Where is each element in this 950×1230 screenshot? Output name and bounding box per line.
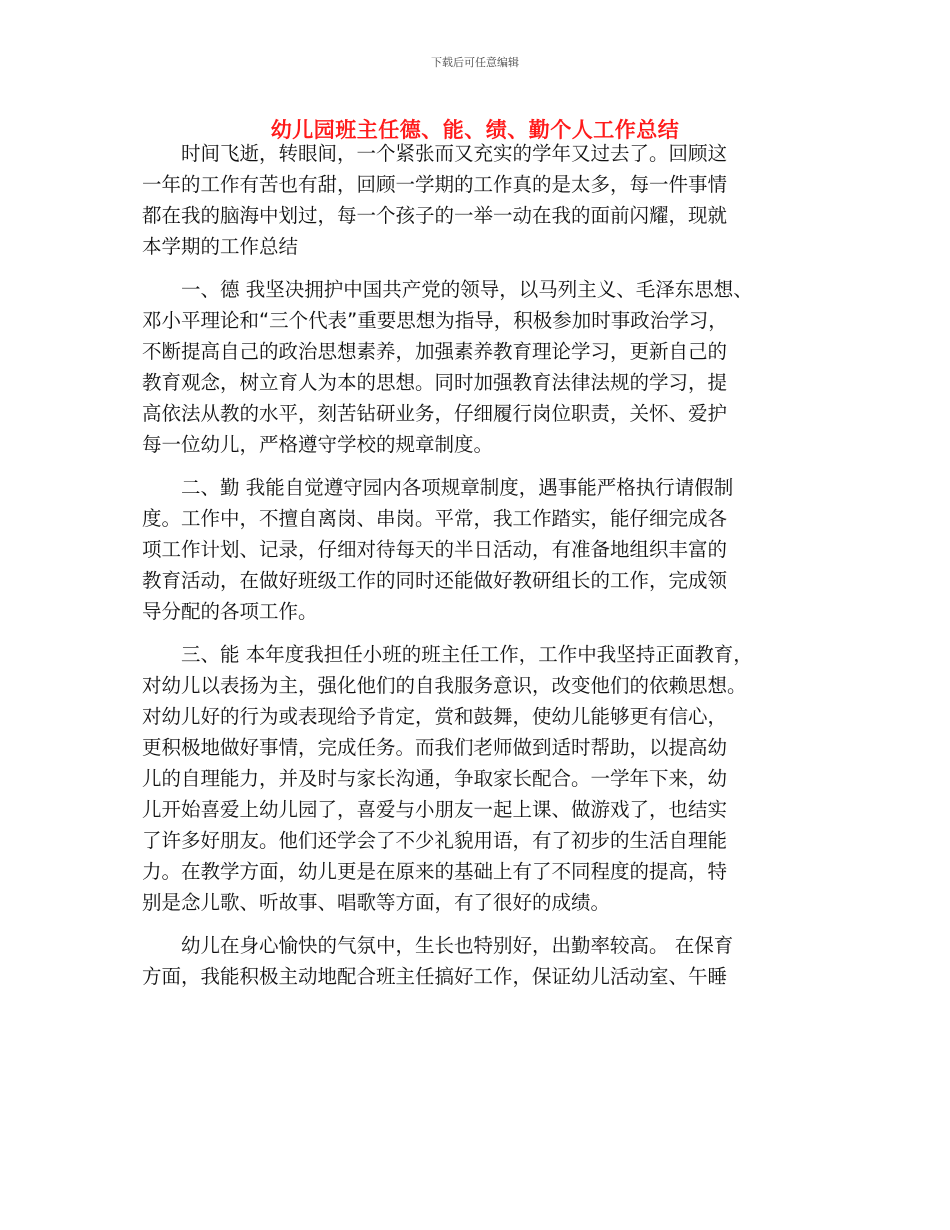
text-line: 力。在教学方面，幼儿更是在原来的基础上有了不同程度的提高，特 (142, 860, 728, 883)
paragraph-diligence (142, 472, 822, 627)
text-line: 不断提高自己的政治思想素养，加强素养教育理论学习，更新自己的 (142, 340, 728, 363)
text-line: 高依法从教的水平，刻苦钻研业务，仔细履行岗位职责，关怀、爱护 (142, 402, 728, 425)
paragraph-virtue (142, 274, 822, 460)
text-line: 项工作计划、记录，仔细对待每天的半日活动，有准备地组织丰富的 (142, 538, 728, 561)
document-body (142, 138, 822, 992)
text-line: 每一位幼儿，严格遵守学校的规章制度。 (142, 433, 494, 456)
text-line: 导分配的各项工作。 (142, 600, 318, 623)
text-line: 一、德 我坚决拥护中国共产党的领导，以马列主义、毛泽东思想、 (142, 278, 753, 301)
paragraph-intro (142, 138, 822, 262)
text-line: 儿的自理能力，并及时与家长沟通，争取家长配合。一学年下来，幼 (142, 767, 728, 790)
text-line: 邓小平理论和“三个代表”重要思想为指导，积极参加时事政治学习， (142, 309, 728, 332)
text-line: 别是念儿歌、听故事、唱歌等方面，有了很好的成绩。 (142, 891, 611, 914)
text-line: 方面，我能积极主动地配合班主任搞好工作，保证幼儿活动室、午睡 (142, 965, 728, 988)
text-line: 对幼儿好的行为或表现给予肯定，赏和鼓舞，使幼儿能够更有信心， (142, 705, 728, 728)
text-line: 度。工作中，不擅自离岗、串岗。平常，我工作踏实，能仔细完成各 (142, 507, 728, 530)
text-line: 幼儿在身心愉快的气氛中，生长也特别好，出勤率较高。 在保育 (142, 934, 734, 957)
paragraph-health (142, 930, 822, 992)
text-line: 二、勤 我能自觉遵守园内各项规章制度，遇事能严格执行请假制 (142, 476, 734, 499)
text-line: 三、能 本年度我担任小班的班主任工作，工作中我坚持正面教育， (142, 643, 753, 666)
text-line: 都在我的脑海中划过，每一个孩子的一举一动在我的面前闪耀，现就 (142, 204, 728, 227)
text-line: 了许多好朋友。他们还学会了不少礼貌用语，有了初步的生活自理能 (142, 829, 728, 852)
text-line: 更积极地做好事情，完成任务。而我们老师做到适时帮助，以提高幼 (142, 736, 728, 759)
text-line: 本学期的工作总结 (142, 235, 299, 258)
text-line: 对幼儿以表扬为主，强化他们的自我服务意识，改变他们的依赖思想。 (142, 674, 747, 697)
text-line: 教育观念，树立育人为本的思想。同时加强教育法律法规的学习，提 (142, 371, 728, 394)
paragraph-ability (142, 639, 822, 918)
text-line: 教育活动，在做好班级工作的同时还能做好教研组长的工作，完成领 (142, 569, 728, 592)
text-line: 时间飞逝，转眼间，一个紧张而又充实的学年又过去了。回顾这 (142, 142, 728, 165)
document-title: 幼儿园班主任德、能、绩、勤个人工作总结 (270, 118, 680, 142)
text-line: 一年的工作有苦也有甜，回顾一学期的工作真的是太多，每一件事情 (142, 173, 728, 196)
header-note: 下载后可任意编辑 (431, 56, 519, 69)
text-line: 儿开始喜爱上幼儿园了，喜爱与小朋友一起上课、做游戏了，也结实 (142, 798, 728, 821)
